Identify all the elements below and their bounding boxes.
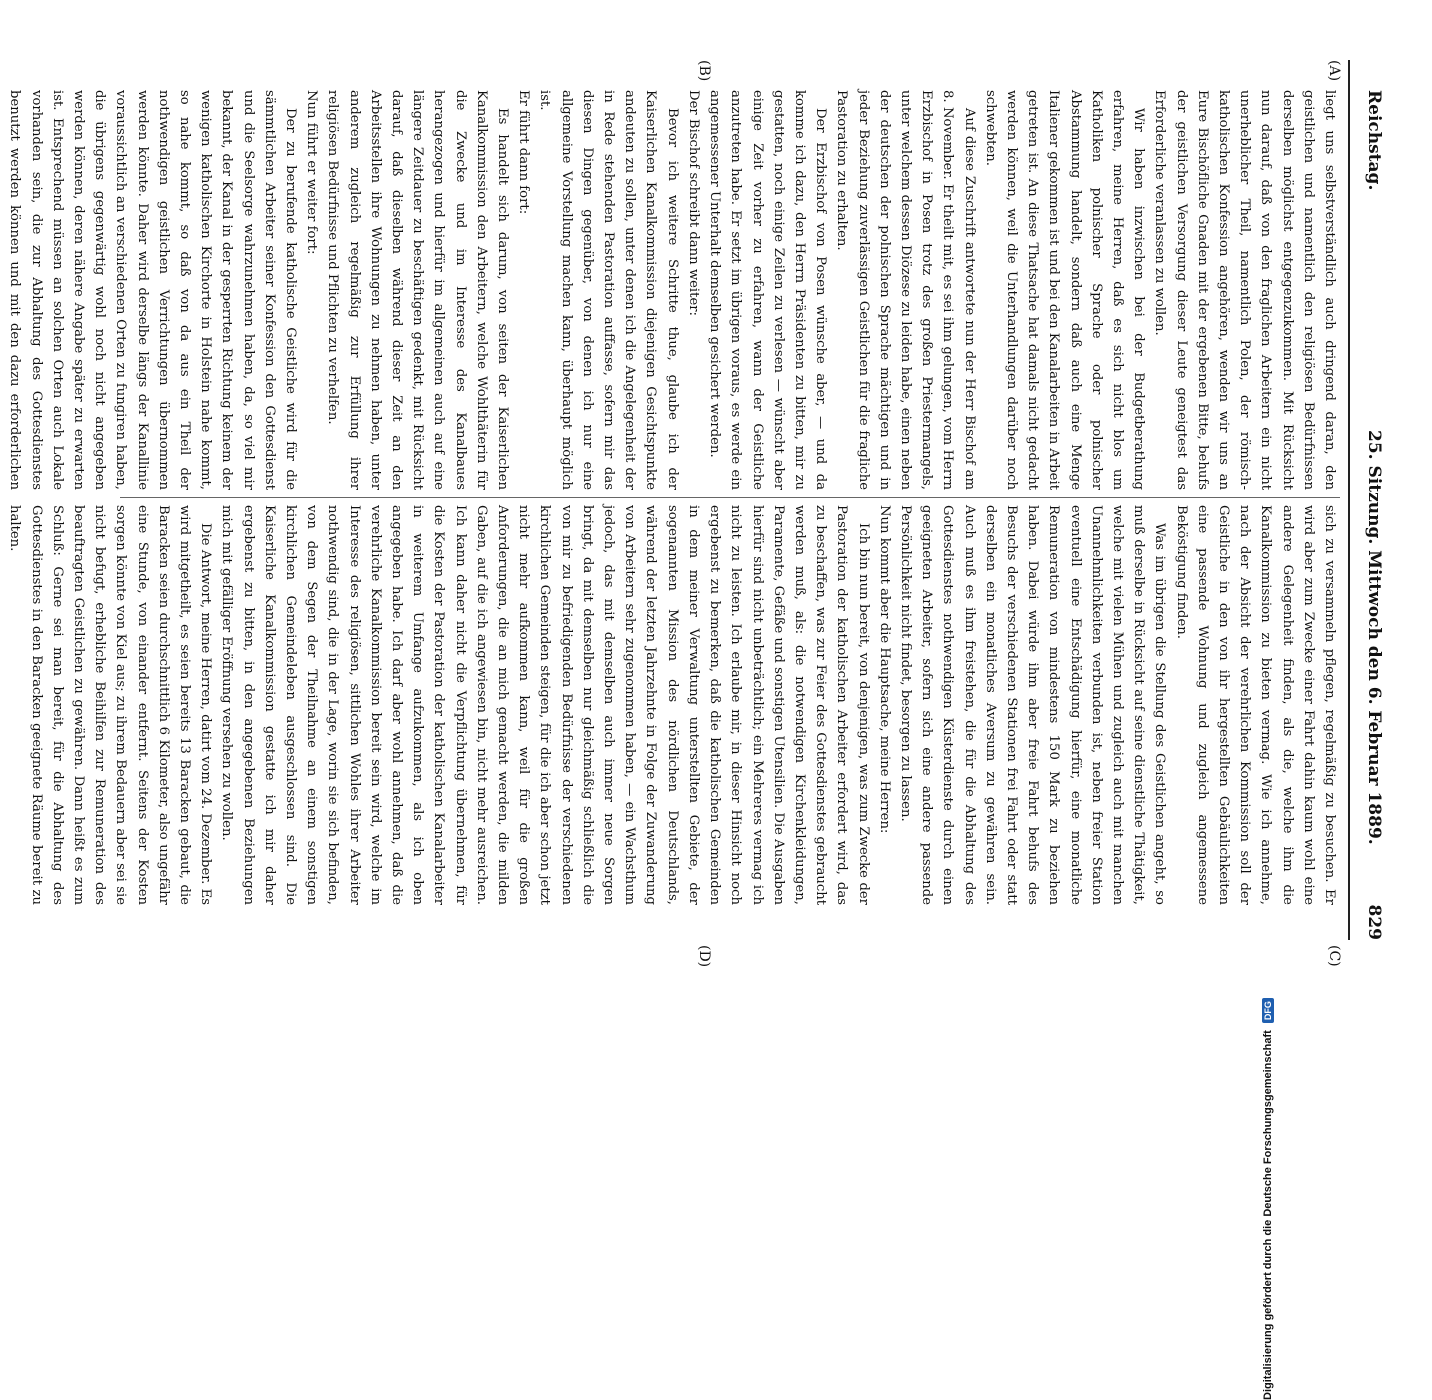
page-number: 829 — [1364, 904, 1384, 940]
left-column — [0, 90, 1340, 490]
digitization-credit-text: Digitalisierung gefördert durch die Deutsche Forschungsgemeinschaft — [1262, 1030, 1274, 1400]
paragraph: Nun führt er weiter fort: — [304, 90, 320, 255]
paragraph: liegt uns selbstverständlich auch dringend daran, den geistlichen und namentlich den religiösen Bedürfnissen derselben möglichst entgegenzukommen. Mit Rücksicht nun darauf, daß von den fraglichen Arbeitern ein nicht unerheblicher Theil, namentlich Polen, der römisch-katholischen Konfession angehören, wenden wir uns an Eure Bischöfliche Gnaden mit der ergebenen Bitte, behufs der geistlichen Versorgung dieser Leute geneigtest das Erforderliche veranlassen zu wollen. — [1152, 90, 1337, 490]
paragraph: Auf diese Zuschrift antwortete nun der Herr Bischof am 8. November. Er theilt mit, es sei ihm gelungen, vom Herrn Erzbischof in Posen trotz des großen Priestermangels, unter welchem dessen Diözese zu leiden habe, einen neben der deutschen der polnischen Sprache mächtigen und in jeder Beziehung zuverlässigen Geistlichen für die fragliche Pastoration zu erhalten. — [834, 90, 977, 490]
paragraph: Wir haben inzwischen bei der Budgetberathung erfahren, meine Herren, daß es sich nicht blos um Katholiken polnischer Sprache oder polnischer Abstammung handelt, sondern daß auch eine Menge Italiener gekommen ist und bei den Kanalarbeiten in Arbeit getreten ist. An diese Thatsache hat damals nicht gedacht werden können, weil die Unterhandlungen darüber noch schwebten. — [982, 90, 1147, 490]
digitization-credit — [1262, 880, 1274, 1400]
running-head-left: Reichstag. — [1364, 90, 1384, 191]
margin-letter-a: (A) — [1326, 60, 1342, 82]
margin-letter-c: (C) — [1326, 945, 1342, 967]
header-rule — [1348, 60, 1350, 940]
paragraph: Der zu berufende katholische Geistliche wird für die sämmtlichen Arbeiter seiner Konfession den Gottesdienst und die Seelsorge wahrzunehmen haben, da, so viel mir bekannt, der Kanal in der gesperrten Richtung keinem der wenigen katholischen Kirchorte in Holstein nahe kommt, so nahe kommt, so daß von da aus ein Theil der nothwendigen geistlichen Verrichtungen übernommen werden könnte. Daher wird derselbe längs der Kanallinie voraussichtlich an verschiedenen Orten zu fungiren haben, die übrigens gegenwärtig wohl noch nicht angegeben werden können, deren nähere Angabe später zu erwarten ist. Entsprechend müssen an solchen Orten auch Lokale vorhanden sein, die zur Abhaltung des Gottesdienstes benutzt werden können und mit den dazu erforderlichen — [7, 90, 299, 490]
paragraph: Die Antwort, meine Herren, datirt vom 24. Dezember. Es wird mitgetheilt, es seien bereits 13 Baracken gebaut, die Baracken seien durchschnittlich 6 Kilometer, also ungefähr eine Stunde, von einander entfernt. Seitens der Kosten sorgen könnte von Kiel aus; zu ihrem Bedauern aber sei sie nicht befugt, erhebliche Beihilfen zur Remuneration des beauftragten Geistlichen zu gewähren. Dann heißt es zum Schluß: Gerne sei man bereit, für die Abhaltung des Gottesdienstes in den Baracken geeignete Räume bereit zu halten. — [7, 505, 214, 905]
dfg-logo-badge: DFG — [1262, 998, 1274, 1023]
paragraph: sich zu versammeln pflegen, regelmäßig zu besuchen. Er wird aber zum Zwecke einer Fahrt dahin kaum wohl eine andere Gelegenheit finden, als die, welche ihm die Kanalkommission zu bieten vermag. Wie ich annehme, nach der Absicht der verehrlichen Kommission soll der Geistliche in den von ihr hergestellten Gebäulichkeiten eine passende Wohnung und zugleich angemessene Beköstigung finden. — [1173, 505, 1337, 905]
margin-letter-d: (D) — [696, 945, 712, 968]
paragraph: Der Erzbischof von Posen wünsche aber, — und da komme ich dazu, den Herrn Präsidenten zu bitten, mir zu gestatten, noch einige Zeilen zu verlesen — wünscht aber einige Zeit vorher zu erfahren, wann der Geistliche anzutreten habe. Er setzt im übrigen voraus, es werde ein angemessener Unterhalt demselben gesichert werden. — [707, 90, 829, 490]
running-head-session: 25. Sitzung. Mittwoch den 6. Februar 1889. — [1364, 430, 1384, 845]
paragraph: Er führt dann fort: — [516, 90, 532, 215]
paragraph: Der Bischof schreibt dann weiter: — [685, 90, 701, 316]
paragraph: Was im übrigen die Stellung des Geistlichen angeht, so muß derselbe in Rücksicht auf seine dienstliche Thätigkeit, welche mit vielen Mühen und zugleich auch mit manchen Unannehmlichkeiten verbunden ist, neben freier Station eventuell eine Entschädigung hierfür, eine monatliche Remuneration von mindestens 150 Mark zu beziehen haben. Dabei würde ihm aber freie Fahrt behufs des Besuchs der verschiedenen Stationen frei Fahrt oder statt derselben ein monatliches Aversum zu gewähren sein. Auch muß es ihm freistehen, die für die Abhaltung des Gottesdienstes nothwendigen Küsterdienste durch einen geeigneten Arbeiter, sofern sich eine andere passende Persönlichkeit nicht findet, besorgen zu lassen. — [897, 505, 1168, 905]
margin-letter-b: (B) — [696, 60, 712, 82]
column-divider — [120, 497, 1340, 498]
paragraph: Es handelt sich darum, von seiten der Kaiserlichen Kanalkommission den Arbeitern, welche Wohlthäterin für die Zwecke und im Interesse des Kanalbaues herangezogen und hierfür im allgemeinen auch auf eine längere Zeitdauer zu beschäftigen gedenkt, mit Rücksicht darauf, daß dieselben während dieser Zeit an den Arbeitsstellen ihre Wohnungen zu nehmen haben, unter anderem zugleich regelmäßig zur Erfüllung ihrer religiösen Bedürfnisse und Pflichten zu verhelfen. — [325, 90, 511, 490]
right-column — [4, 505, 1340, 905]
paragraph: Bevor ich weitere Schritte thue, glaube ich der Kaiserlichen Kanalkommission diejenigen Gesichtspunkte andeuten zu sollen, unter denen ich die Angelegenheit der in Rede stehenden Pastoration auffasse, sofern mir das diesen Dingen gegenüber, von denen ich nur eine allgemeine Vorstellung machen kann, überhaupt möglich ist. — [537, 90, 680, 490]
paragraph: Ich bin nun bereit, von denjenigen, was zum Zwecke der Pastoration der katholischen Arbeiter erfordert wird, das zu beschaffen, was zur Feier des Gottesdienstes gebraucht werden muß, als: die notwendigen Kirchenkleidungen, Paramente, Gefäße und sonstigen Utensilien. Die Ausgaben hierfür sind nicht unbeträchtlich; ein Mehreres vermag ich nicht zu leisten. Ich erlaube mir, in dieser Hinsicht noch ergebenst zu bemerken, daß die katholischen Gemeinden in dem meiner Verwaltung unterstellten Gebiete, der sogenannten Mission des nördlichen Deutschlands, während der letzten Jahrzehnte in Folge der Zuwanderung von Arbeitern sehr zugenommen haben, — ein Wachsthum jedoch, das mit demselben auch immer neue Sorgen bringt, da mit demselben nur gleichmäßig schließlich die von mir zu befriedigenden Bedürfnisse der verschiedenen kirchlichen Gemeinden steigen, für die ich aber schon jetzt nicht mehr aufkommen kann, weil für die großen Anforderungen, die an mich gemacht werden, die milden Gaben, auf die ich angewiesen bin, nicht mehr ausreichen. Ich kann daher nicht die Verpflichtung übernehmen, für die Kosten der Pastoration der katholischen Kanalarbeiter in weiterem Umfange aufzukommen, als ich oben angegeben habe. Ich darf aber wohl annehmen, daß die verehrliche Kanalkommission bereit sein wird, welche im Interesse des religiösen, sittlichen Wohles ihrer Arbeiter nothwendig sind, die in der Lage, worin sie sich befinden, von dem Segen der Theilnahme an einem sonstigen kirchlichen Gemeindeleben ausgeschlossen sind. Die Kaiserliche Kanalkommission gestatte ich mir daher ergebenst zu bitten, in den angegebenen Beziehungen mich mit gefälliger Eröffnung versehen zu wollen. — [219, 505, 871, 905]
paragraph: Nun kommt aber die Hauptsache, meine Herren: — [876, 505, 892, 834]
